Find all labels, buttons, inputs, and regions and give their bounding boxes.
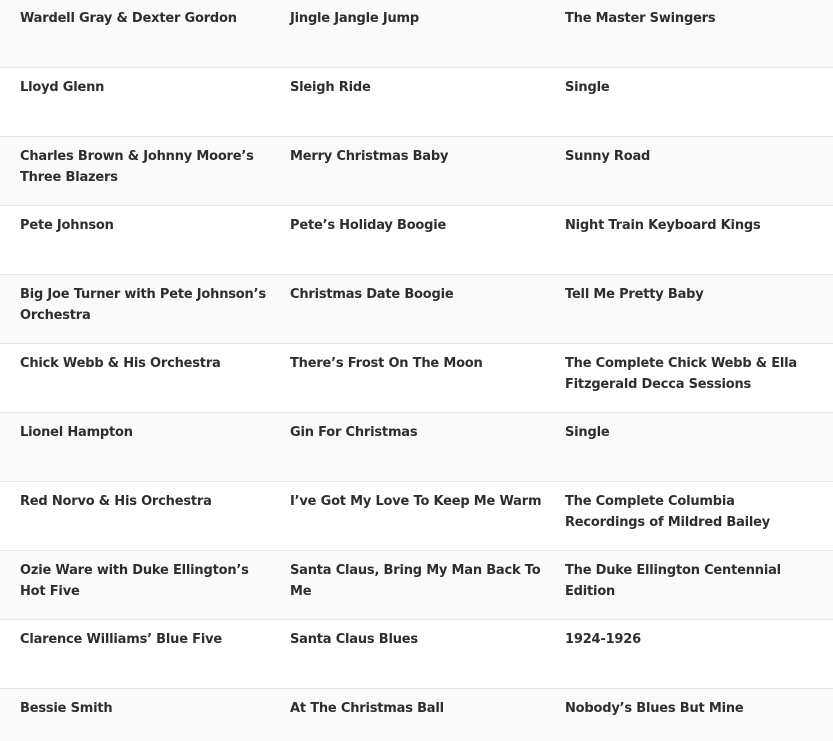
artist-cell: Ozie Ware with Duke Ellington’s Hot Five: [20, 563, 249, 599]
album-cell: Night Train Keyboard Kings: [565, 218, 761, 233]
table-row: [0, 275, 833, 344]
artist-cell: Red Norvo & His Orchestra: [20, 494, 212, 509]
album-cell: Tell Me Pretty Baby: [565, 287, 704, 302]
table-row: [0, 137, 833, 206]
album-cell: The Complete Columbia Recordings of Mildred Bailey: [565, 494, 771, 530]
table-row: [0, 68, 833, 137]
artist-cell: Big Joe Turner with Pete Johnson’s Orchestra: [20, 287, 266, 323]
artist-cell: Wardell Gray & Dexter Gordon: [20, 11, 237, 26]
table-row: [0, 551, 833, 620]
song-cell: Santa Claus Blues: [290, 632, 418, 647]
song-cell: There’s Frost On The Moon: [290, 356, 483, 371]
artist-cell: Lloyd Glenn: [20, 80, 105, 95]
table-row: [0, 689, 833, 741]
album-cell: Sunny Road: [565, 149, 651, 164]
album-cell: 1924-1926: [565, 632, 641, 647]
table-row: [0, 482, 833, 551]
album-cell: The Complete Chick Webb & Ella Fitzgerald Decca Sessions: [565, 356, 798, 392]
album-cell: The Duke Ellington Centennial Edition: [565, 563, 781, 599]
song-cell: At The Christmas Ball: [290, 701, 444, 716]
song-cell: Merry Christmas Baby: [290, 149, 449, 164]
table-row: [0, 344, 833, 413]
song-cell: Jingle Jangle Jump: [290, 11, 419, 26]
artist-cell: Clarence Williams’ Blue Five: [20, 632, 222, 647]
artist-cell: Lionel Hampton: [20, 425, 133, 440]
artist-cell: Chick Webb & His Orchestra: [20, 356, 221, 371]
table-row: [0, 620, 833, 689]
artist-cell: Bessie Smith: [20, 701, 113, 716]
album-cell: Single: [565, 80, 610, 95]
album-cell: The Master Swingers: [565, 11, 716, 26]
song-cell: I’ve Got My Love To Keep Me Warm: [290, 494, 542, 509]
song-cell: Christmas Date Boogie: [290, 287, 454, 302]
album-cell: Nobody’s Blues But Mine: [565, 701, 744, 716]
song-cell: Sleigh Ride: [290, 80, 371, 95]
table-row: [0, 206, 833, 275]
song-cell: Santa Claus, Bring My Man Back To Me: [290, 563, 541, 599]
artist-cell: Pete Johnson: [20, 218, 114, 233]
artist-cell: Charles Brown & Johnny Moore’s Three Blazers: [20, 149, 254, 185]
album-cell: Single: [565, 425, 610, 440]
song-cell: Gin For Christmas: [290, 425, 418, 440]
table-row: [0, 0, 833, 68]
table-row: [0, 413, 833, 482]
song-cell: Pete’s Holiday Boogie: [290, 218, 447, 233]
